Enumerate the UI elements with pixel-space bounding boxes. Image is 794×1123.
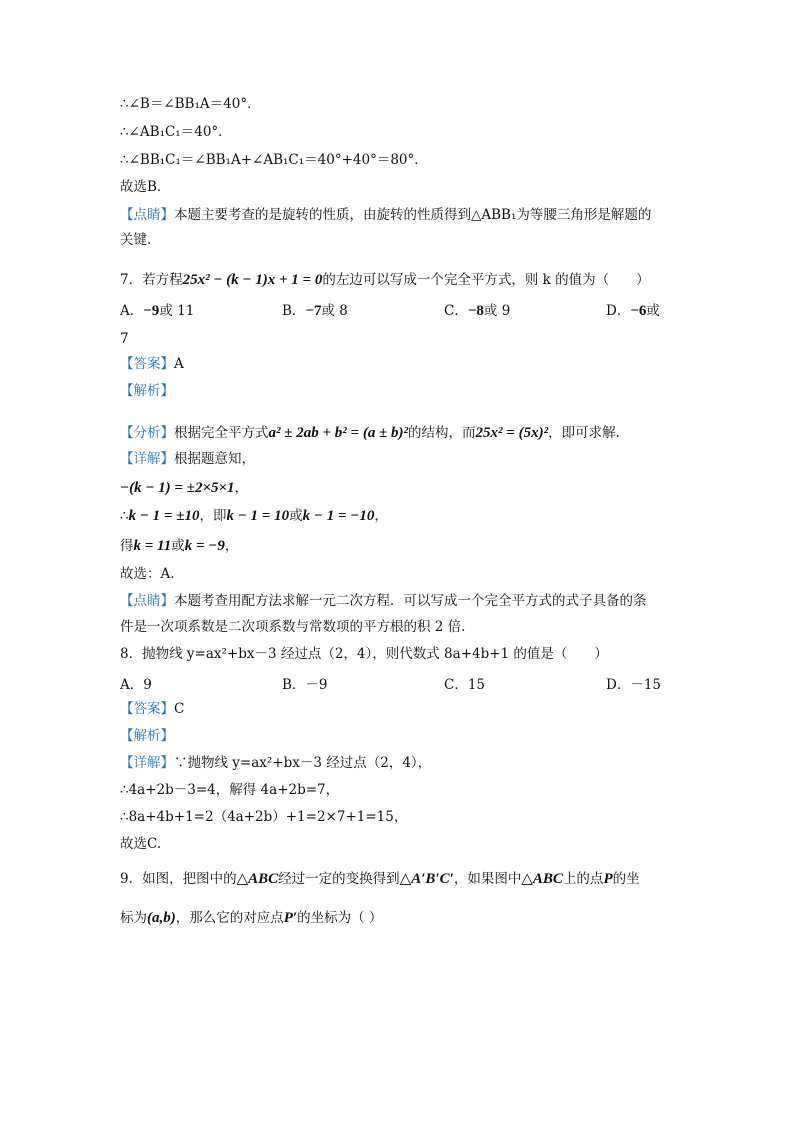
line-text: ，即可求解.	[548, 425, 620, 441]
section-tag: 【点睛】	[120, 593, 174, 609]
section-tag: 【解析】	[120, 728, 174, 744]
option-d	[606, 675, 661, 695]
math-expression: k = −9	[184, 538, 225, 554]
option-c	[444, 301, 510, 321]
option-text: 7	[120, 331, 129, 347]
q-text: 9．如图，把图中的	[120, 871, 237, 887]
math-expression: −6	[630, 303, 647, 319]
line-text: 得	[120, 538, 134, 554]
line-text: 的结构，而	[408, 425, 476, 441]
option-b	[282, 675, 328, 695]
line-text: 或	[289, 508, 303, 524]
section-tag: 【解析】	[120, 383, 174, 399]
q-text: ，如果图中	[453, 871, 522, 887]
line-text: 关键.	[120, 232, 152, 248]
line-text: ∵抛物线 y=ax²+bx－3 经过点（2，4），	[174, 755, 432, 771]
q-text: 8．抛物线 y=ax²+bx－3 经过点（2，4），则代数式 8a+4b+1 的值是（ ）	[120, 646, 608, 662]
text-line	[120, 177, 161, 197]
option-c	[444, 675, 485, 695]
line-text: ∴∠AB₁C₁＝40°．	[120, 124, 232, 140]
line-text: 件是一次项系数是二次项系数与常数项的平方根的积 2 倍.	[120, 619, 466, 635]
math-expression: 25x² − (k − 1)x + 1 = 0	[182, 272, 323, 288]
line-text: ，	[374, 508, 388, 524]
math-expression: △ABC	[236, 871, 279, 887]
line-text: ，	[224, 538, 239, 554]
text-line	[120, 564, 175, 584]
q-text: 7．若方程	[120, 272, 183, 288]
text-line	[120, 617, 465, 637]
line-text: ∴8a+4b+1=2（4a+2b）+1=2×7+1=15，	[120, 809, 408, 825]
section-tag: 【详解】	[120, 451, 174, 467]
option-text: 或 11	[159, 303, 195, 319]
text-line	[120, 753, 431, 773]
math-line	[120, 506, 388, 526]
option-text: 或 8	[321, 303, 348, 319]
text-line	[120, 591, 647, 611]
line-text: 根据题意知，	[174, 451, 255, 467]
math-expression: k − 1 = −10	[302, 508, 375, 524]
option-a	[120, 675, 152, 695]
text-line	[120, 449, 255, 469]
section-tag: 【详解】	[120, 755, 174, 771]
option-label: A．	[120, 303, 144, 319]
text-line	[120, 908, 382, 928]
answer-line	[120, 699, 184, 719]
q-text: 标为	[120, 910, 147, 926]
line-text: ∴	[120, 508, 129, 524]
line-text: 本题考查用配方法求解一元二次方程．可以写成一个完全平方式的式子具备的条	[174, 593, 647, 609]
question-9	[120, 869, 640, 889]
section-tag: 【点睛】	[120, 207, 174, 223]
text-line	[120, 150, 428, 170]
option-b	[282, 301, 348, 321]
option-text: 或	[646, 303, 660, 319]
math-expression: △ABC	[521, 871, 563, 887]
math-expression: P	[603, 871, 613, 887]
option-a	[120, 301, 194, 321]
text-line	[120, 329, 129, 349]
q-text: 的坐	[612, 871, 640, 887]
math-expression: −8	[467, 303, 484, 319]
option-text: B．－9	[282, 677, 328, 693]
text-line	[120, 230, 151, 250]
section-tag: 【答案】	[120, 356, 174, 372]
q-text: 的左边可以写成一个完全平方式，则 k 的值为（ ）	[322, 272, 650, 288]
line-text: 根据完全平方式	[174, 425, 269, 441]
option-label: C．	[444, 303, 468, 319]
math-line	[120, 478, 248, 498]
section-tag: 【分析】	[120, 425, 174, 441]
q-text: 经过一定的变换得到	[278, 871, 400, 887]
math-expression: −7	[305, 303, 322, 319]
analysis-line	[120, 381, 174, 401]
text-line	[120, 780, 339, 800]
option-text: C．15	[444, 677, 486, 693]
q-text: 上的点	[562, 871, 604, 887]
option-text: A．9	[120, 677, 152, 693]
question-8	[120, 644, 608, 664]
option-text: D．－15	[606, 677, 662, 693]
line-text: ∴∠BB₁C₁＝∠BB₁A+∠AB₁C₁＝40°+40°＝80°．	[120, 152, 428, 168]
math-expression: −9	[143, 303, 160, 319]
line-text: ∴4a+2b－3=4，解得 4a+2b=7，	[120, 782, 340, 798]
math-expression: 25x² = (5x)²	[475, 425, 549, 441]
line-text: ，	[234, 480, 249, 496]
question-7	[120, 270, 650, 290]
analysis-line	[120, 726, 174, 746]
option-d	[606, 301, 660, 321]
line-text: ∴∠B＝∠BB₁A＝40°．	[120, 96, 261, 112]
line-text: 或	[171, 538, 185, 554]
option-text: 或 9	[483, 303, 511, 319]
line-text: 本题主要考查的是旋转的性质，由旋转的性质得到△ABB₁为等腰三角形是解题的	[174, 207, 652, 223]
text-line	[120, 807, 407, 827]
text-line	[120, 205, 651, 225]
math-expression: k − 1 = 10	[226, 508, 290, 524]
text-line	[120, 94, 261, 114]
line-text: ，即	[199, 508, 227, 524]
math-expression: k − 1 = ±10	[128, 508, 200, 524]
math-expression: P′	[283, 910, 298, 926]
option-label: B．	[282, 303, 306, 319]
answer-line	[120, 354, 184, 374]
math-expression: k = 11	[133, 538, 172, 554]
text-line	[120, 122, 232, 142]
text-line	[120, 423, 620, 443]
answer-value: C	[174, 701, 185, 717]
math-expression: (a,b)	[147, 910, 176, 926]
math-expression: a² ± 2ab + b² = (a ± b)²	[268, 425, 409, 441]
math-expression: −(k − 1) = ±2×5×1	[120, 480, 235, 496]
text-line	[120, 834, 161, 854]
line-text: 故选：A.	[120, 566, 175, 582]
q-text: 的坐标为（ ）	[297, 910, 383, 926]
section-tag: 【答案】	[120, 701, 174, 717]
q-text: ，那么它的对应点	[175, 910, 284, 926]
math-line	[120, 536, 238, 556]
answer-value: A	[174, 356, 184, 372]
line-text: 故选B.	[120, 179, 162, 195]
option-label: D．	[606, 303, 631, 319]
line-text: 故选C.	[120, 836, 162, 852]
math-expression: △A′B′C′	[399, 871, 454, 887]
